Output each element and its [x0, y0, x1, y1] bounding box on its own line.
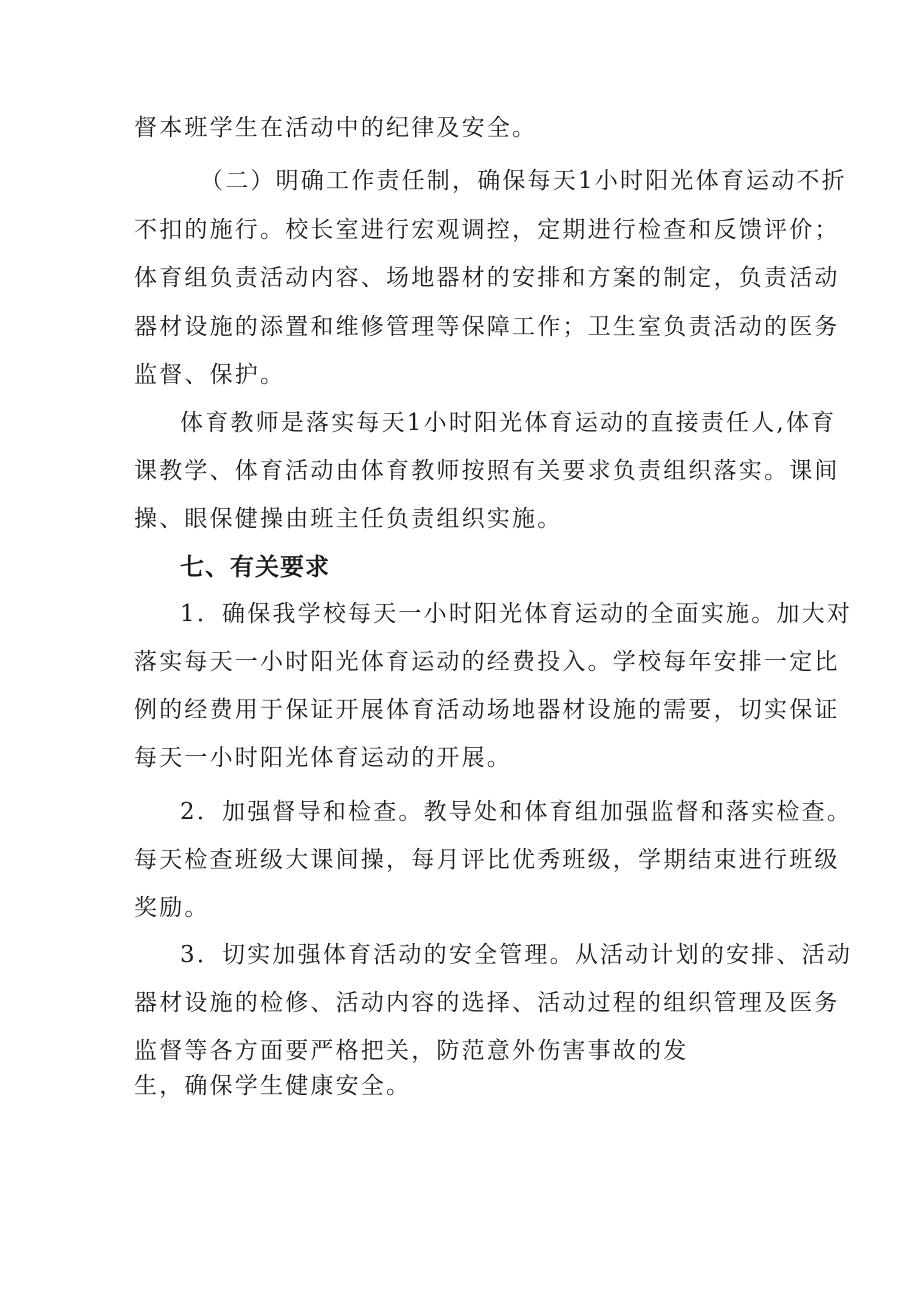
- paragraph-line: 1．确保我学校每天一小时阳光体育运动的全面实施。加大对: [180, 601, 853, 627]
- paragraph-line: 奖励。: [134, 895, 210, 921]
- section-heading: 七、有关要求: [180, 553, 330, 581]
- paragraph-line: 器材设施的添置和维修管理等保障工作；卫生室负责活动的医务: [134, 314, 840, 340]
- paragraph-line: 操、眼保健操由班主任负责组织实施。: [134, 506, 563, 532]
- paragraph-line: 督本班学生在活动中的纪律及安全。: [134, 115, 538, 141]
- paragraph-line: 生，确保学生健康安全。: [134, 1073, 412, 1099]
- paragraph-line: 器材设施的检修、活动内容的选择、活动过程的组织管理及医务: [134, 990, 840, 1016]
- paragraph-line: （二）明确工作责任制，确保每天1小时阳光体育运动不折: [200, 168, 847, 194]
- paragraph-line: 体育教师是落实每天1小时阳光体育运动的直接责任人,体育: [180, 410, 837, 436]
- paragraph-line: 监督、保护。: [134, 362, 286, 388]
- paragraph-line: 课教学、体育活动由体育教师按照有关要求负责组织落实。课间: [134, 458, 840, 484]
- paragraph-line: 例的经费用于保证开展体育活动场地器材设施的需要，切实保证: [134, 697, 840, 723]
- paragraph-line: 每天检查班级大课间操，每月评比优秀班级，学期结束进行班级: [134, 847, 840, 873]
- paragraph-line: 体育组负责活动内容、场地器材的安排和方案的制定，负责活动: [134, 265, 840, 291]
- paragraph-line: 每天一小时阳光体育运动的开展。: [134, 745, 512, 771]
- paragraph-line: 2．加强督导和检查。教导处和体育组加强监督和落实检查。: [180, 799, 853, 825]
- paragraph-line: 3．切实加强体育活动的安全管理。从活动计划的安排、活动: [180, 942, 853, 968]
- paragraph-line: 监督等各方面要严格把关，防范意外伤害事故的发: [134, 1038, 689, 1064]
- paragraph-line: 落实每天一小时阳光体育运动的经费投入。学校每年安排一定比: [134, 649, 840, 675]
- paragraph-line: 不扣的施行。校长室进行宏观调控，定期进行检查和反馈评价；: [134, 217, 840, 243]
